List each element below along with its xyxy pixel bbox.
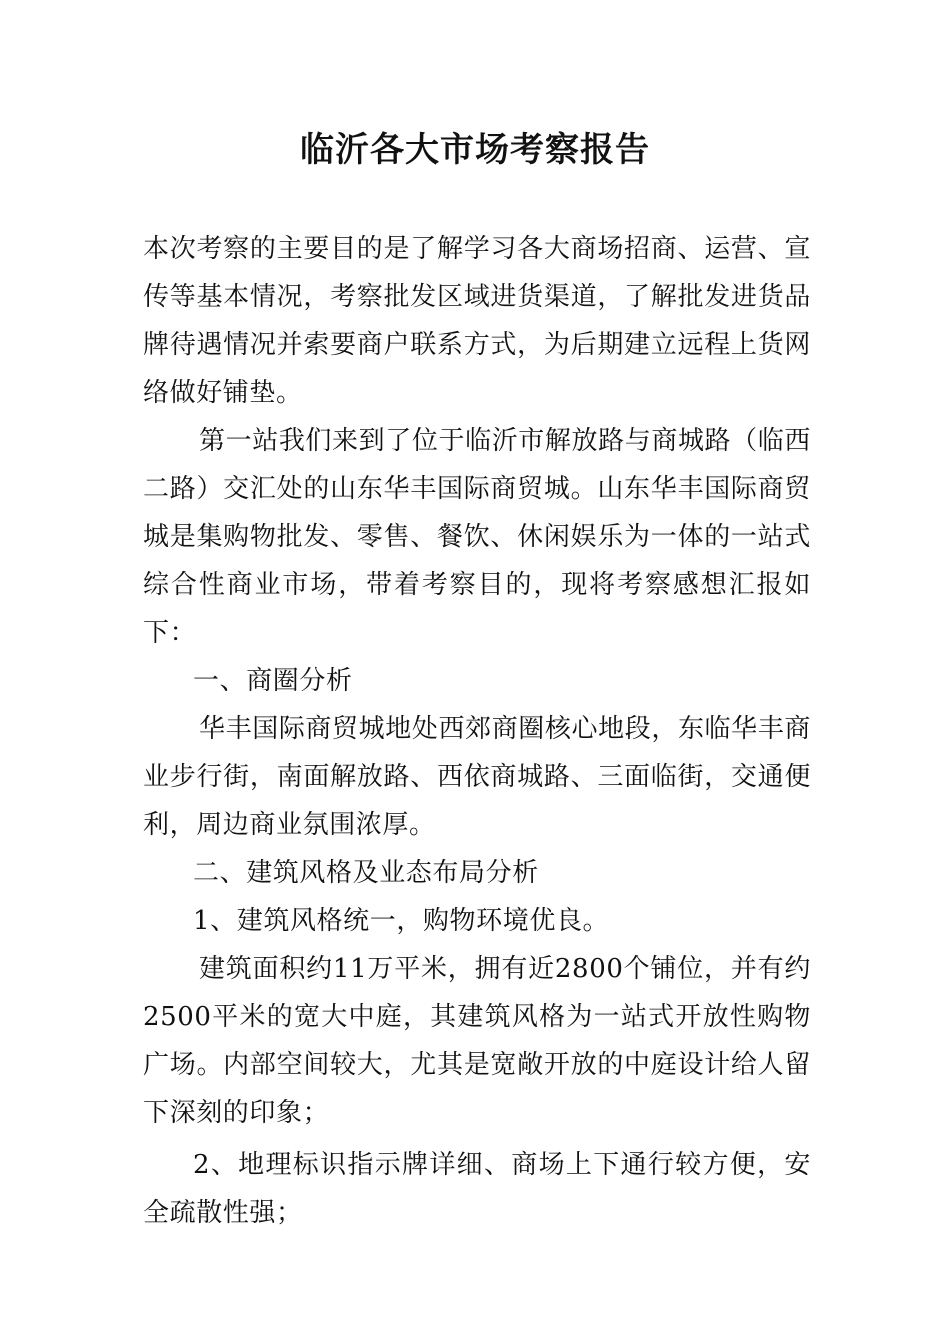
paragraph-purpose: 本次考察的主要目的是了解学习各大商场招商、运营、宣传等基本情况，考察批发区域进货渠道，了解批发进货品牌待遇情况并索要商户联系方式，为后期建立远程上货网络做好铺垫。	[143, 234, 811, 408]
document-title: 临沂各大市场考察报告	[300, 130, 650, 170]
document-body	[143, 225, 811, 1237]
subheading-architecture-style: 1、建筑风格统一，购物环境优良。	[193, 906, 610, 936]
paragraph-first-stop: 第一站我们来到了位于临沂市解放路与商城路（临西二路）交汇处的山东华丰国际商贸城。山东华丰国际商贸城是集购物批发、零售、餐饮、休闲娱乐为一体的一站式综合性商业市场，带着考察目的，现将考察感想汇报如下：	[143, 426, 811, 648]
paragraph-architecture-details: 建筑面积约11万平米，拥有近2800个铺位，并有约2500平米的宽大中庭，其建筑风格为一站式开放性购物广场。内部空间较大，尤其是宽敞开放的中庭设计给人留下深刻的印象；	[143, 954, 811, 1128]
section-heading-architecture: 二、建筑风格及业态布局分析	[193, 858, 539, 888]
section-heading-business-district: 一、商圈分析	[193, 666, 353, 696]
subheading-signage: 2、地理标识指示牌详细、商场上下通行较方便，安全疏散性强；	[143, 1150, 811, 1228]
paragraph-business-district: 华丰国际商贸城地处西郊商圈核心地段，东临华丰商业步行街，南面解放路、西依商城路、三面临街，交通便利，周边商业氛围浓厚。	[143, 714, 811, 840]
